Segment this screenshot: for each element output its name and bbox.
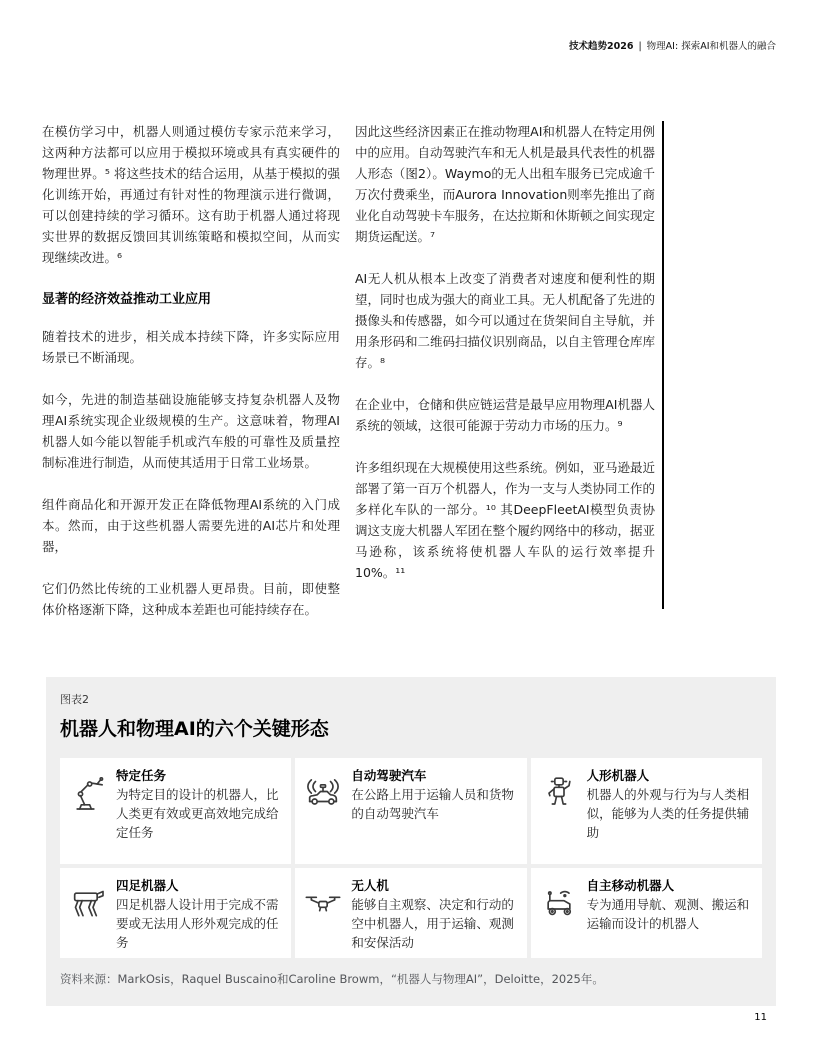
robotic-arm-icon xyxy=(64,766,112,860)
quadruped-robot-icon xyxy=(64,876,112,954)
card-title: 四足机器人 xyxy=(116,878,179,893)
body-paragraph: 许多组织现在大规模使用这些系统。例如，亚马逊最近部署了第一百万个机器人，作为一支与人类协同工作的多样化车队的一部分。¹⁰ 其DeepFleetAI模型负责协调这支庞大机器人军团在整个履约网络中的移动，据亚马逊称，该系统将使机器人车队的运行效率提升10%。¹¹ xyxy=(355,460,656,580)
card-title: 人形机器人 xyxy=(586,768,650,783)
card-description: 在公路上用于运输人员和货物的自动驾驶汽车 xyxy=(351,787,514,821)
section-heading: 显著的经济效益推动工业应用 xyxy=(42,292,212,307)
body-paragraph: 在企业中，仓储和供应链运营是最早应用物理AI机器人系统的领域，这很可能源于劳动力市场的压力。⁹ xyxy=(355,397,655,433)
body-paragraph: 如今，先进的制造基础设施能够支持复杂机器人及物理AI系统实现企业级规模的生产。这意味着，物理AI机器人如今能以智能手机或汽车般的可靠性及质量控制标准进行制造，从而使其适用于日常工业场景。 xyxy=(42,392,340,470)
card-description: 专为通用导航、观测、搬运和运输而设计的机器人 xyxy=(586,897,750,931)
figure-card-drone xyxy=(295,868,526,958)
figure-card-autonomous-vehicle xyxy=(295,758,526,864)
card-description: 为特定目的设计的机器人，比人类更有效或更高效地完成给定任务 xyxy=(116,787,279,840)
figure-card-humanoid xyxy=(531,758,762,864)
figure-title: 机器人和物理AI的六个关键形态 xyxy=(60,718,329,740)
figure-card-autonomous-mobile-robot xyxy=(531,868,762,958)
header-booklet-title: 技术趋势2026 xyxy=(569,41,634,52)
card-title: 特定任务 xyxy=(116,768,167,783)
figure-grid xyxy=(60,758,762,958)
body-paragraph: 在模仿学习中，机器人则通过模仿专家示范来学习，这两种方法都可以应用于模拟环境或具有真实硬件的物理世界。⁵ 将这些技术的结合运用，从基于模拟的强化训练开始，再通过有针对性的物理演示进行微调，可以创建持续的学习循环。这有助于机器人通过将现实世界的数据反馈回其训练策略和模拟空间，从而实现继续改进。⁶ xyxy=(42,124,340,265)
header-chapter-title: 物理AI: 探索AI和机器人的融合 xyxy=(646,41,776,52)
body-paragraph: 随着技术的进步，相关成本持续下降，许多实际应用场景已不断涌现。 xyxy=(42,329,340,365)
card-text xyxy=(351,766,518,860)
card-text xyxy=(351,876,518,954)
column-divider-rule xyxy=(662,121,664,609)
figure-card-quadruped xyxy=(60,868,291,958)
right-column xyxy=(355,121,655,641)
body-paragraph: 它们仍然比传统的工业机器人更昂贵。目前，即使整体价格逐渐下降，这种成本差距也可能持续存在。 xyxy=(42,581,340,617)
card-text xyxy=(116,766,283,860)
card-text xyxy=(587,766,754,860)
autonomous-car-icon xyxy=(299,766,347,860)
figure-panel xyxy=(46,677,776,1006)
page-number: 11 xyxy=(754,1012,767,1023)
card-description: 四足机器人设计用于完成不需要或无法用人形外观完成的任务 xyxy=(116,897,279,950)
figure-inner xyxy=(46,677,776,987)
body-columns xyxy=(42,121,655,641)
body-paragraph: 因此这些经济因素正在推动物理AI和机器人在特定用例中的应用。自动驾驶汽车和无人机是最具代表性的机器人形态（图2）。Waymo的无人出租车服务已完成逾千万次付费乘坐，而Aurora Innovation则率先推出了商业化自动驾驶卡车服务，在达拉斯和休斯顿之间实现定期货运配送。⁷ xyxy=(355,124,656,244)
card-title: 无人机 xyxy=(351,878,389,893)
card-title: 自主移动机器人 xyxy=(586,878,675,893)
card-text xyxy=(587,876,754,954)
mobile-robot-icon xyxy=(535,876,583,954)
page-header xyxy=(569,38,776,52)
card-description: 机器人的外观与行为与人类相似，能够为人类的任务提供辅助 xyxy=(586,787,750,840)
card-description: 能够自主观察、决定和行动的空中机器人，用于运输、观测和安保活动 xyxy=(351,897,514,950)
humanoid-robot-icon xyxy=(535,766,583,860)
header-separator: | xyxy=(638,41,642,52)
body-paragraph: 组件商品化和开源开发正在降低物理AI系统的入门成本。然而，由于这些机器人需要先进的AI芯片和处理器， xyxy=(42,497,340,554)
figure-source: 资料来源：MarkOsis，Raquel Buscaino和Caroline Browm，“机器人与物理AI”，Deloitte，2025年。 xyxy=(60,972,604,986)
card-title: 自动驾驶汽车 xyxy=(351,768,427,783)
drone-icon xyxy=(299,876,347,954)
card-text xyxy=(116,876,283,954)
figure-label: 图表2 xyxy=(60,693,89,706)
figure-card-task-specific xyxy=(60,758,291,864)
left-column xyxy=(42,121,340,641)
body-paragraph: AI无人机从根本上改变了消费者对速度和便利性的期望，同时也成为强大的商业工具。无人机配备了先进的摄像头和传感器，如今可以通过在货架间自主导航，并用条形码和二维码扫描仪识别商品，以自主管理仓库库存。⁸ xyxy=(355,271,656,370)
